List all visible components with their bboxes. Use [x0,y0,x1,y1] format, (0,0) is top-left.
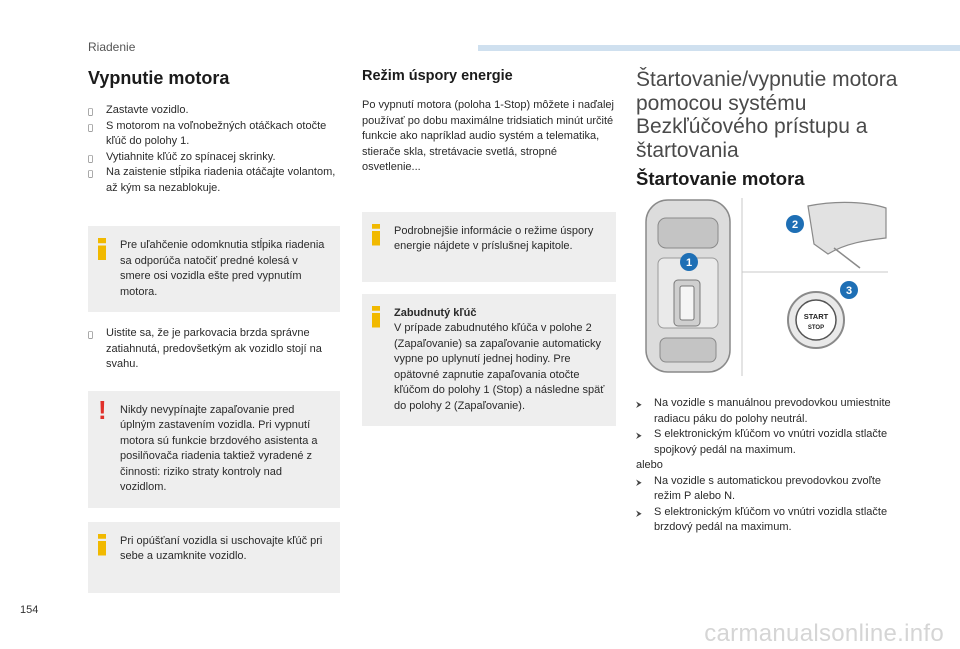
steps-keyless-start [636,396,900,536]
info-box-energy [362,212,616,282]
info-text: Pre uľahčenie odomknutia stĺpika riadenia sa odporúča natočiť predné kolesá v smere osi vozidla ešte pred vypnutím motora. [120,239,325,298]
energy-saving-paragraph: Po vypnutí motora (poloha 1-Stop) môžete i naďalej používať po dobu maximálne tridsiatich minút určité funkcie ako napríklad audio systém a telematika, stierače skla, stretávacie svetlá, stropné osvetlenie... [362,99,614,173]
info-text: Podrobnejšie informácie o režime úspory energie nájdete v príslušnej kapitole. [394,224,594,252]
info-bar-icon [372,224,380,246]
list-item: S motorom na voľnobežných otáčkach otočte kľúč do polohy 1. [106,119,327,147]
info-box-key [88,522,340,593]
list-item: ⮞ S elektronickým kľúčom vo vnútri vozidla stlačte brzdový pedál na maximum. [636,505,900,536]
info-title: Zabudnutý kľúč [394,306,477,319]
marker-2 [786,215,804,233]
list-item: Zastavte vozidlo. [106,104,189,116]
list-item: ⮞ Na vozidle s manuálnou prevodovkou umiestnite radiacu páku do polohy neutrál. [636,396,900,427]
heading-energy-saving: Režim úspory energie [362,68,513,84]
list-item: Na zaistenie stĺpika riadenia otáčajte volantom, až kým sa nezablokuje. [106,166,336,194]
heading-keyless: Štartovanie/vypnutie motora pomocou systému Bezkľúčového prístupu a štartovania [636,68,898,162]
steps-engine-off [88,103,340,196]
steps-engine-off-more [88,326,340,373]
marker-1 [680,253,698,271]
info-bar-icon [98,534,106,556]
heading-engine-start: Štartovanie motora [636,168,805,190]
svg-text:1: 1 [685,257,693,270]
info-box-forgotten-key [362,294,616,427]
info-box-steering [88,226,340,312]
car-top-view [646,200,730,372]
exclamation-icon: ! [98,394,107,425]
column-energy-saving [362,68,616,426]
list-item: ⮞ S elektronickým kľúčom vo vnútri vozidla stlačte spojkový pedál na maximum. [636,427,900,458]
watermark: carmanualsonline.info [704,620,944,647]
header-accent-bar [478,45,960,51]
pedal-foot-illustration [808,202,886,268]
column-keyless-start [636,68,900,536]
column-engine-off [88,68,340,593]
warning-box [88,391,340,508]
info-bar-icon [98,238,106,260]
section-label: Riadenie [88,40,136,54]
stop-label: STOP [807,325,825,332]
info-bar-icon [372,306,380,328]
warning-text: Nikdy nevypínajte zapaľovanie pred úplným zastavením vozidla. Pri vypnutí motora sú funkcie brzdového asistenta a posilňovača riadenia taktiež vyradené z činnosti: riziko straty kontroly nad vozidlom. [120,403,318,493]
list-item: ⮞ Na vozidle s automatickou prevodovkou zvoľte režim P alebo N. [636,474,900,505]
page-number: 154 [20,604,39,616]
info-text: Pri opúšťaní vozidla si uschovajte kľúč pri sebe a uzamknite vozidlo. [120,534,323,562]
start-label: START [803,312,829,322]
info-text: V prípade zabudnutého kľúča v polohe 2 (Zapaľovanie) sa zapaľovanie automaticky vypne po uplynutí jednej hodiny. Pre opätovné zapnutie zapaľovania otočte kľúčom do polohy 1 (Stop) a následne späť do polohy 2 (Zapaľovanie). [394,322,605,412]
list-item: Vytiahnite kľúč zo spínacej skrinky. [106,150,276,163]
start-stop-button-illustration [788,292,844,348]
heading-engine-off: Vypnutie motora [88,68,230,88]
svg-text:2: 2 [791,219,799,232]
list-item: Uistite sa, že je parkovacia brzda správne zatiahnutá, predovšetkým ak vozidlo stojí na svahu. [106,327,322,370]
svg-text:3: 3 [845,285,853,298]
figure-keyless-start [638,198,888,378]
list-item-or: alebo [636,459,663,472]
marker-3 [840,281,858,299]
